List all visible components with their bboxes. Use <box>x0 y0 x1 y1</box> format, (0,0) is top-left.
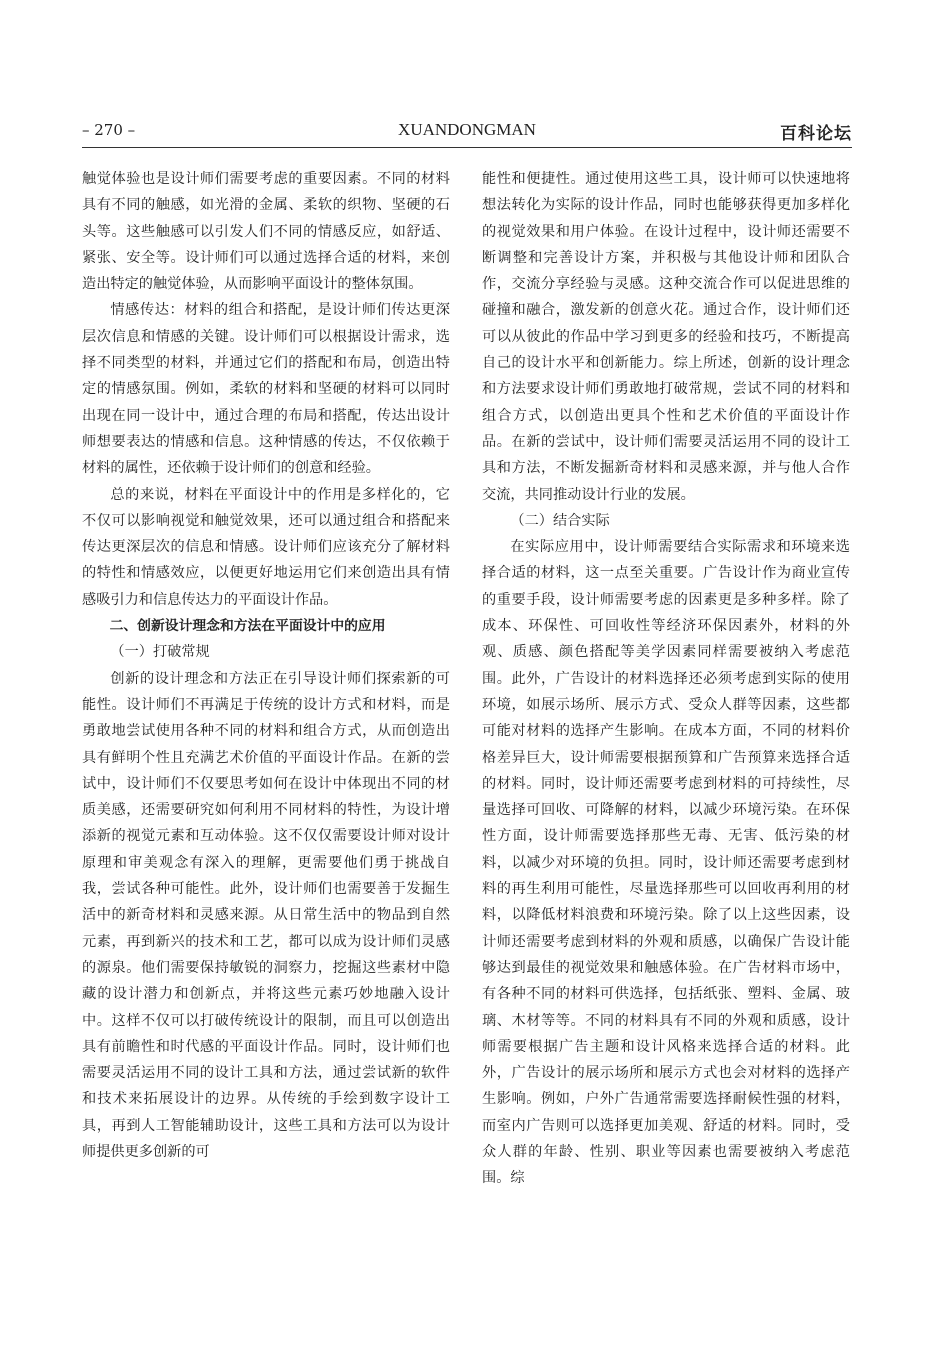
journal-name: XUANDONGMAN <box>398 120 536 139</box>
sub-heading: （二）结合实际 <box>510 512 610 529</box>
section-heading: 二、创新设计理念和方法在平面设计中的应用 <box>109 618 386 635</box>
header-rule <box>82 147 852 148</box>
paragraph: 触觉体验也是设计师们需要考虑的重要因素。不同的材料具有不同的触感，如光滑的金属、柔软的织物、坚硬的石头等。这些触感可以引发人们不同的情感反应，如舒适、紧张、安全等。设计师们可以通过选择合适的材料，来创造出特定的触觉体验，从而影响平面设计的整体氛围。 <box>82 171 450 293</box>
right-column <box>482 166 850 1192</box>
paragraph: 能性和便捷性。通过使用这些工具，设计师可以快速地将想法转化为实际的设计作品，同时也能够获得更加多样化的视觉效果和用户体验。在设计过程中，设计师还需要不断调整和完善设计方案，并积极与其他设计师和团队合作，交流分享经验与灵感。这种交流合作可以促进思维的碰撞和融合，激发新的创意火花。通过合作，设计师们还可以从彼此的作品中学习到更多的经验和技巧，不断提高自己的设计水平和创新能力。综上所述，创新的设计理念和方法要求设计师们勇敢地打破常规，尝试不同的材料和组合方式，以创造出更具个性和艺术价值的平面设计作品。在新的尝试中，设计师们需要灵活运用不同的设计工具和方法，不断发掘新奇材料和灵感来源，并与他人合作交流，共同推动设计行业的发展。 <box>482 171 850 503</box>
section-name: 百科论坛 <box>780 124 852 144</box>
page-header <box>82 118 852 144</box>
paragraph: 情感传达：材料的组合和搭配，是设计师们传达更深层次信息和情感的关键。设计师们可以根据设计需求，选择不同类型的材料，并通过它们的搭配和布局，创造出特定的情感氛围。例如，柔软的材料和坚硬的材料可以同时出现在同一设计中，通过合理的布局和搭配，传达出设计师想要表达的情感和信息。这种情感的传达，不仅依赖于材料的属性，还依赖于设计师们的创意和经验。 <box>82 302 450 477</box>
paragraph: 创新的设计理念和方法正在引导设计师们探索新的可能性。设计师们不再满足于传统的设计方式和材料，而是勇敢地尝试使用各种不同的材料和组合方式，从而创造出具有鲜明个性且充满艺术价值的平面设计作品。在新的尝试中，设计师们不仅要思考如何在设计中体现出不同的材质美感，还需要研究如何利用不同材料的特性，为设计增添新的视觉元素和互动体验。这不仅仅需要设计师对设计原理和审美观念有深入的理解，更需要他们勇于挑战自我，尝试各种可能性。此外，设计师们也需要善于发掘生活中的新奇材料和灵感来源。从日常生活中的物品到自然元素，再到新兴的技术和工艺，都可以成为设计师们灵感的源泉。他们需要保持敏锐的洞察力，挖掘这些素材中隐藏的设计潜力和创新点，并将这些元素巧妙地融入设计中。这样不仅可以打破传统设计的限制，而且可以创造出具有前瞻性和时代感的平面设计作品。同时，设计师们也需要灵活运用不同的设计工具和方法，通过尝试新的软件和技术来拓展设计的边界。从传统的手绘到数字设计工具，再到人工智能辅助设计，这些工具和方法可以为设计师提供更多创新的可 <box>82 670 450 1160</box>
left-column <box>82 166 450 1165</box>
sub-heading: （一）打破常规 <box>110 644 210 661</box>
page-number: – 270 – <box>82 121 136 139</box>
paragraph: 在实际应用中，设计师需要结合实际需求和环境来选择合适的材料，这一点至关重要。广告设计作为商业宣传的重要手段，设计师需要考虑的因素更是多种多样。除了成本、环保性、可回收性等经济环保因素外，材料的外观、质感、颜色搭配等美学因素同样需要被纳入考虑范围。此外，广告设计的材料选择还必须考虑到实际的使用环境，如展示场所、展示方式、受众人群等因素，这些都可能对材料的选择产生影响。在成本方面，不同的材料价格差异巨大，设计师需要根据预算和广告预算来选择合适的材料。同时，设计师还需要考虑到材料的可持续性，尽量选择可回收、可降解的材料，以减少环境污染。在环保性方面，设计师需要选择那些无毒、无害、低污染的材料，以减少对环境的负担。同时，设计师还需要考虑到材料的再生利用可能性，尽量选择那些可以回收再利用的材料，以降低材料浪费和环境污染。除了以上这些因素，设计师还需要考虑到材料的外观和质感，以确保广告设计能够达到最佳的视觉效果和触感体验。在广告材料市场中，有各种不同的材料可供选择，包括纸张、塑料、金属、玻璃、木材等等。不同的材料具有不同的外观和质感，设计师需要根据广告主题和设计风格来选择合适的材料。此外，广告设计的展示场所和展示方式也会对材料的选择产生影响。例如，户外广告通常需要选择耐候性强的材料，而室内广告则可以选择更加美观、舒适的材料。同时，受众人群的年龄、性别、职业等因素也需要被纳入考虑范围。综 <box>482 539 850 1187</box>
paragraph: 总的来说，材料在平面设计中的作用是多样化的，它不仅可以影响视觉和触觉效果，还可以通过组合和搭配来传达更深层次的信息和情感。设计师们应该充分了解材料的特性和情感效应，以便更好地运用它们来创造出具有情感吸引力和信息传达力的平面设计作品。 <box>82 486 450 608</box>
